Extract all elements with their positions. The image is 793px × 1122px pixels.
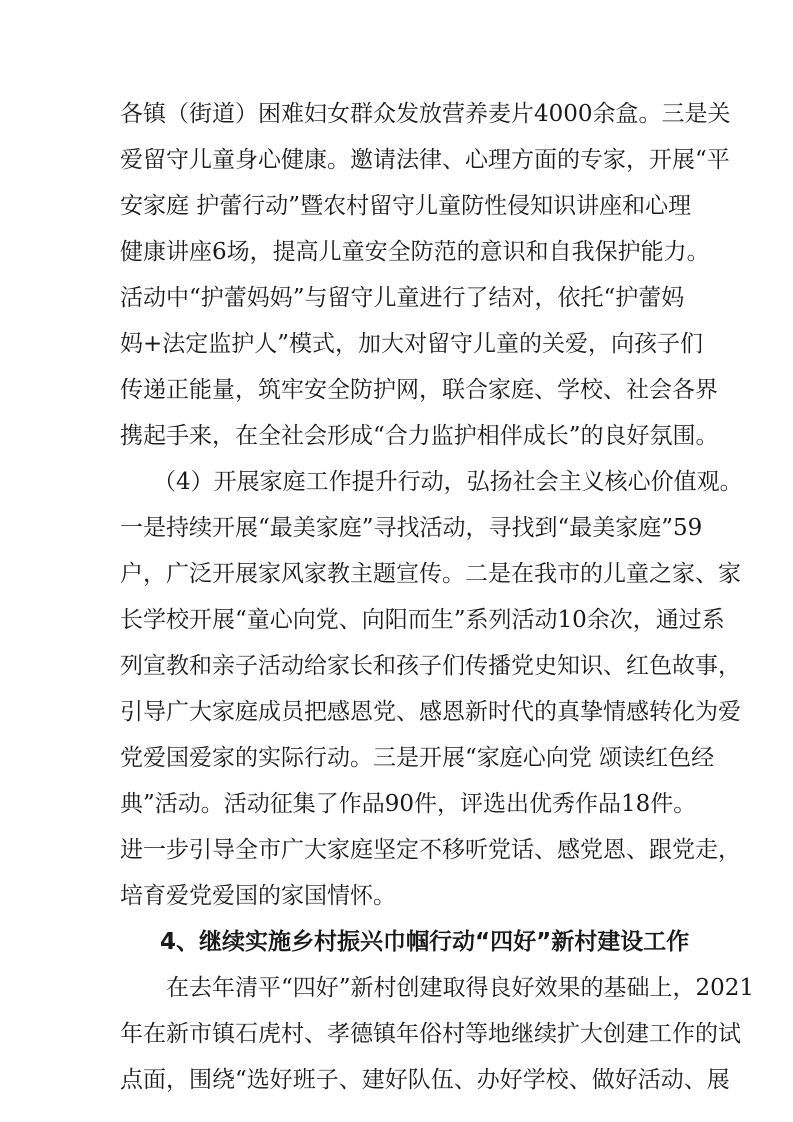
- body-line-18: 培育爱党爱国的家国情怀。: [120, 883, 396, 909]
- body-line-12: 长学校开展“童心向党、向阳而生”系列活动10余次，通过系: [120, 607, 725, 633]
- body-line-11: 户，广泛开展家风家教主题宣传。二是在我市的儿童之家、家: [120, 561, 741, 587]
- body-line-21: 点面，围绕“选好班子、建好队伍、办好学校、做好活动、展: [120, 1067, 730, 1093]
- section-heading: 4、继续实施乡村振兴巾帼行动“四好”新村建设工作: [160, 929, 690, 955]
- body-line-2: 爱留守儿童身心健康。邀请法律、心理方面的专家，开展“平: [120, 147, 730, 173]
- body-line-5: 活动中“护蕾妈妈”与留守儿童进行了结对，依托“护蕾妈: [120, 285, 685, 311]
- body-line-17: 进一步引导全市广大家庭坚定不移听党话、感党恩、跟党走，: [120, 837, 741, 863]
- body-line-13: 列宣教和亲子活动给家长和孩子们传播党史知识、红色故事，: [120, 653, 741, 679]
- body-line-1: 各镇（街道）困难妇女群众发放营养麦片4000余盒。三是关: [120, 101, 731, 127]
- body-line-15: 党爱国爱家的实际行动。三是开展“家庭心向党 颂读红色经: [120, 745, 715, 771]
- body-line-9: （4）开展家庭工作提升行动，弘扬社会主义核心价值观。: [153, 469, 743, 495]
- body-line-14: 引导广大家庭成员把感恩党、感恩新时代的真挚情感转化为爱: [120, 699, 741, 725]
- body-line-3: 安家庭 护蕾行动”暨农村留守儿童防性侵知识讲座和心理: [120, 193, 692, 219]
- body-line-10: 一是持续开展“最美家庭”寻找活动，寻找到“最美家庭”59: [120, 515, 703, 541]
- body-line-20: 年在新市镇石虎村、孝德镇年俗村等地继续扩大创建工作的试: [120, 1021, 741, 1047]
- body-line-16: 典”活动。活动征集了作品90件，评选出优秀作品18件。: [120, 791, 697, 817]
- body-line-8: 携起手来，在全社会形成“合力监护相伴成长”的良好氛围。: [120, 423, 719, 449]
- body-line-6: 妈+法定监护人”模式，加大对留守儿童的关爱，向孩子们: [120, 331, 704, 357]
- body-line-19: 在去年清平“四好”新村创建取得良好效果的基础上，2021: [166, 975, 755, 1001]
- body-line-4: 健康讲座6场，提高儿童安全防范的意识和自我保护能力。: [120, 239, 710, 265]
- body-line-7: 传递正能量，筑牢安全防护网，联合家庭、学校、社会各界: [120, 377, 718, 403]
